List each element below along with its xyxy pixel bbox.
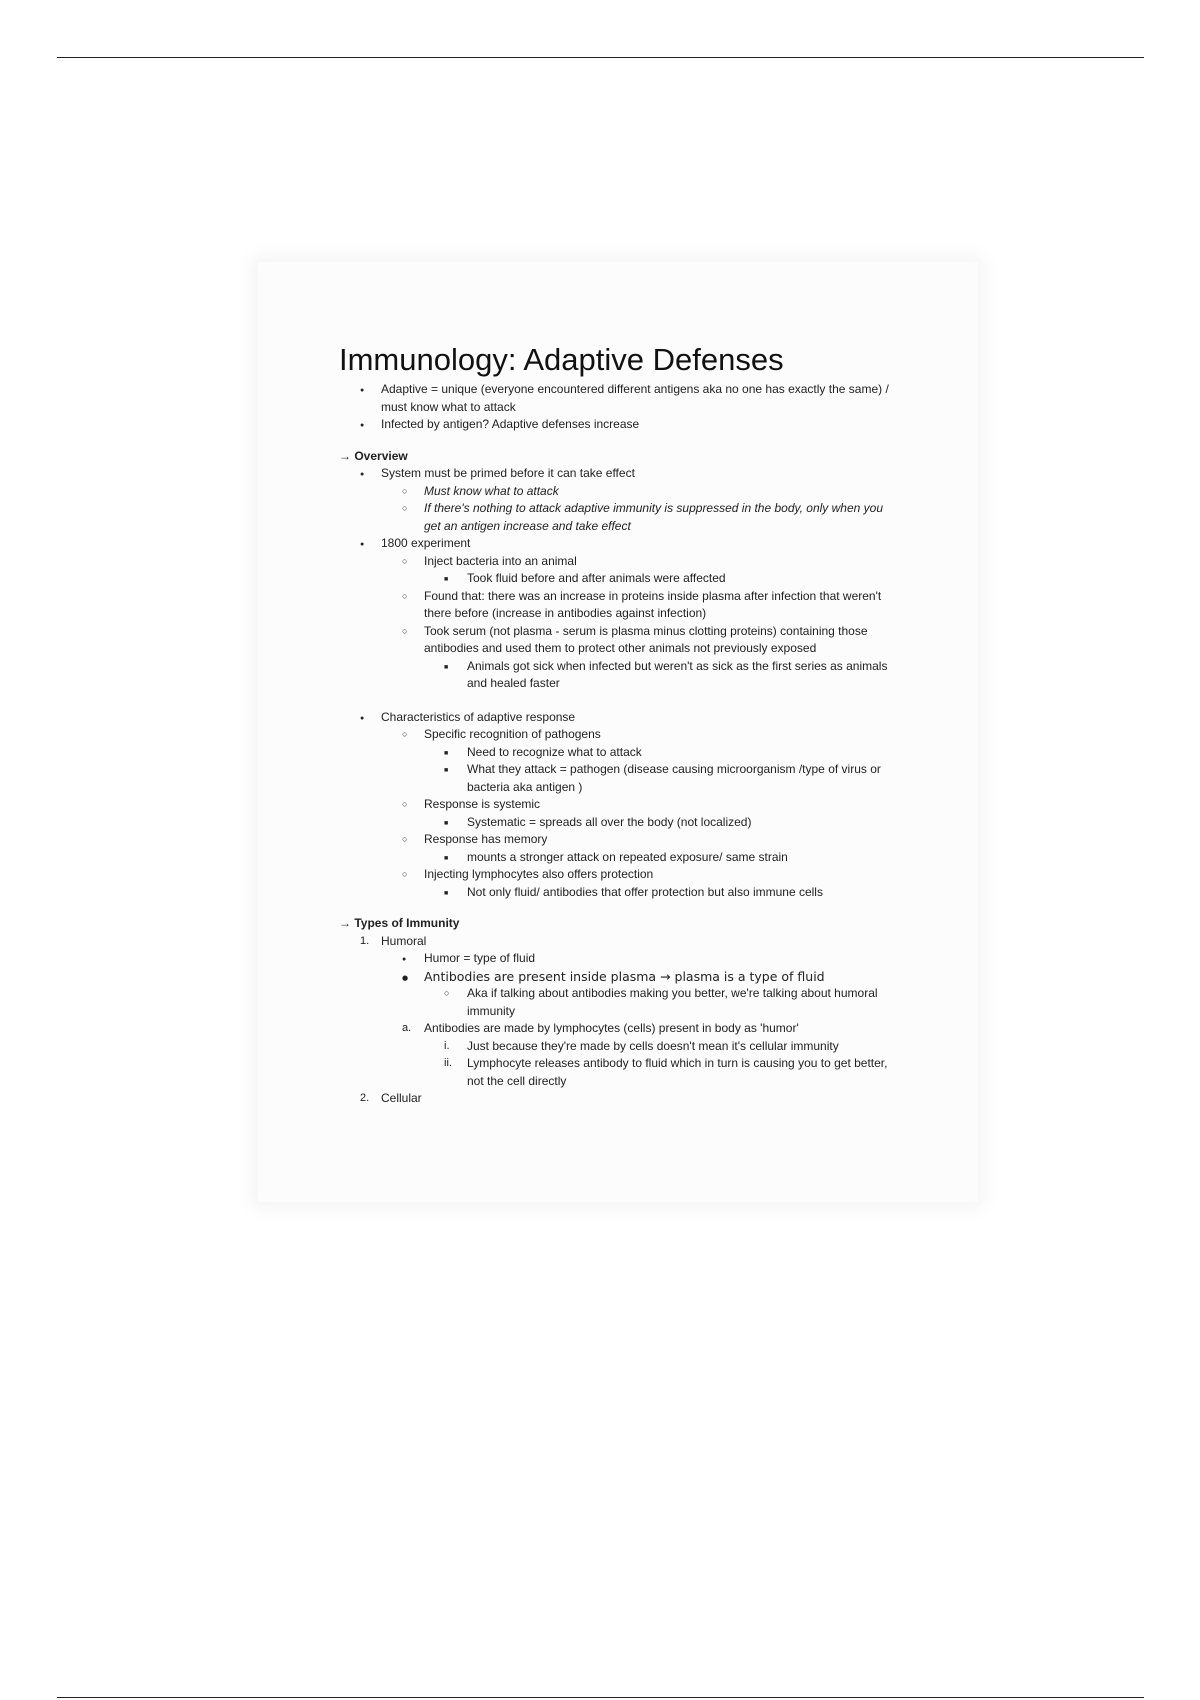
square-bullet-icon <box>444 761 448 780</box>
list-item-text: Antibodies are made by lymphocytes (cells) present in body as 'humor' <box>424 1021 799 1035</box>
list-item-text: Took fluid before and after animals were affected <box>467 571 726 585</box>
circle-bullet-icon <box>402 500 407 518</box>
document-body <box>339 341 899 1108</box>
bullet-icon <box>360 416 364 435</box>
bullet-icon <box>360 709 364 728</box>
list-item <box>339 866 899 884</box>
list-item <box>339 985 899 1020</box>
list-item <box>339 933 899 951</box>
list-item <box>339 796 899 814</box>
list-item <box>339 1090 899 1108</box>
list-number: 1. <box>360 934 370 947</box>
list-item-text: Specific recognition of pathogens <box>424 727 601 741</box>
list-item-text: Need to recognize what to attack <box>467 744 642 759</box>
list-item-text: Not only fluid/ antibodies that offer protection but also immune cells <box>467 884 823 899</box>
list-item <box>339 726 899 744</box>
list-item-text: Must know what to attack <box>424 483 559 498</box>
arrow-icon: → <box>339 448 351 463</box>
list-item <box>339 968 899 986</box>
list-item-text: Just because they're made by cells doesn't mean it's cellular immunity <box>467 1038 839 1053</box>
list-item-text: Infected by antigen? Adaptive defenses increase <box>381 417 640 431</box>
list-item-text: Cellular <box>381 1091 422 1105</box>
bullet-icon <box>360 535 364 554</box>
list-item-text: Systematic = spreads all over the body (not localized) <box>467 814 752 829</box>
list-item <box>339 588 899 623</box>
list-item <box>339 849 899 867</box>
section-heading-types <box>339 915 899 933</box>
list-item-text: If there's nothing to attack adaptive immunity is suppressed in the body, only when you get an antigen increase and take effect <box>424 501 883 533</box>
list-item <box>339 535 899 553</box>
list-item <box>339 658 899 693</box>
list-item-text: Found that: there was an increase in proteins inside plasma after infection that weren't there before (increase in antibodies against infection) <box>424 588 882 620</box>
square-bullet-icon <box>444 658 448 677</box>
arrow-icon: → <box>339 916 351 930</box>
list-item <box>339 950 899 968</box>
list-item-text: mounts a stronger attack on repeated exposure/ same strain <box>467 849 788 864</box>
list-item <box>339 1020 899 1038</box>
list-item-text: Took serum (not plasma - serum is plasma minus clotting proteins) containing those antibodies and used them to protect other animals not previously exposed <box>424 623 868 655</box>
list-item <box>339 884 899 902</box>
circle-bullet-icon <box>402 588 407 606</box>
circle-bullet-icon <box>402 483 407 501</box>
list-item-text: Humoral <box>381 933 427 948</box>
types-list <box>339 933 899 1108</box>
square-bullet-icon <box>444 884 448 903</box>
overview-list <box>339 465 899 693</box>
list-item-text: Adaptive = unique (everyone encountered different antigens aka no one has exactly the same) / must know what to attack <box>381 382 889 414</box>
intro-list <box>339 381 899 434</box>
list-item <box>339 744 899 762</box>
list-item-text: Response has memory <box>424 832 548 846</box>
list-item <box>339 709 899 727</box>
list-item-text: Animals got sick when infected but weren't as sick as the first series as animals and healed faster <box>467 658 888 690</box>
list-item <box>339 381 899 416</box>
circle-bullet-icon <box>402 866 407 884</box>
bullet-icon <box>402 950 406 969</box>
circle-bullet-icon <box>402 831 407 849</box>
top-rule <box>57 57 1144 58</box>
list-item-text: Characteristics of adaptive response <box>381 709 576 724</box>
list-item <box>339 553 899 571</box>
list-item-text: Lymphocyte releases antibody to fluid which in turn is causing you to get better, not the cell directly <box>467 1056 888 1088</box>
list-item-text: System must be primed before it can take effect <box>381 466 635 480</box>
list-item-text: Response is systemic <box>424 797 541 811</box>
list-item <box>339 416 899 434</box>
list-letter: a. <box>402 1022 412 1034</box>
list-item <box>339 831 899 849</box>
bottom-rule <box>57 1697 1144 1698</box>
list-item <box>339 483 899 501</box>
list-item <box>339 761 899 796</box>
circle-bullet-icon <box>402 796 407 814</box>
list-roman: i. <box>444 1039 450 1052</box>
square-bullet-icon <box>444 744 448 763</box>
square-bullet-icon <box>444 849 448 868</box>
list-item-text: Aka if talking about antibodies making you better, we're talking about humoral immunity <box>467 986 878 1018</box>
list-item-text: 1800 experiment <box>381 536 471 550</box>
list-item <box>339 814 899 832</box>
list-item <box>339 623 899 658</box>
list-number: 2. <box>360 1092 370 1104</box>
spacer <box>339 693 899 709</box>
bullet-icon <box>360 381 364 400</box>
list-roman: ii. <box>444 1057 452 1069</box>
list-item <box>339 465 899 483</box>
circle-bullet-icon <box>402 726 407 744</box>
list-item-text: Humor = type of fluid <box>424 951 536 965</box>
square-bullet-icon <box>444 814 448 833</box>
circle-bullet-icon <box>402 553 407 571</box>
square-bullet-icon <box>444 570 448 589</box>
circle-bullet-icon <box>444 985 449 1003</box>
characteristics-list <box>339 709 899 902</box>
list-item <box>339 570 899 588</box>
heading-text: Types of Immunity <box>354 916 460 930</box>
list-item <box>339 500 899 535</box>
heading-text: Overview <box>354 448 408 463</box>
page-title: Immunology: Adaptive Defenses <box>339 342 784 377</box>
circle-bullet-icon <box>402 623 407 641</box>
section-heading-overview <box>339 448 899 466</box>
list-item-text: What they attack = pathogen (disease causing microorganism /type of virus or bacteria aka antigen ) <box>467 762 881 794</box>
list-item-text: Injecting lymphocytes also offers protection <box>424 867 654 881</box>
bullet-icon <box>360 465 364 484</box>
list-item-text: Inject bacteria into an animal <box>424 553 577 568</box>
list-item <box>339 1055 899 1090</box>
list-item <box>339 1038 899 1056</box>
list-item-text: Antibodies are present inside plasma → plasma is a type of fluid <box>424 968 825 984</box>
